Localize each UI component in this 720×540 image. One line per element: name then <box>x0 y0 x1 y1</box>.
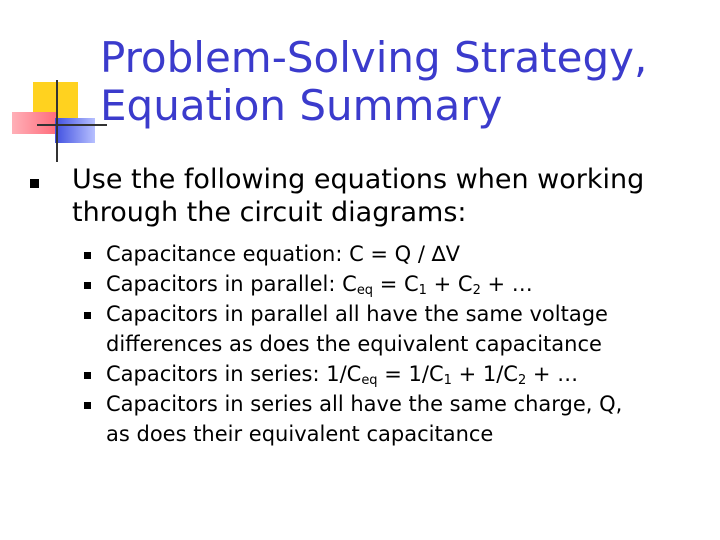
main-bullet <box>30 163 700 229</box>
title-line-1: Problem-Solving Strategy, <box>100 33 648 82</box>
list-item-line-2: as does their equivalent capacitance <box>106 422 494 446</box>
list-item-text <box>106 362 578 386</box>
text-segment: + C <box>426 272 473 296</box>
list-item-line-2: differences as does the equivalent capacitance <box>106 332 602 356</box>
sub-bullet-list <box>30 239 700 449</box>
square-bullet-icon <box>84 372 91 379</box>
logo-vertical-line <box>56 80 58 162</box>
list-item <box>72 389 700 449</box>
main-bullet-line-2: through the circuit diagrams: <box>72 197 467 228</box>
text-segment: + … <box>526 362 579 386</box>
list-item-text: Capacitance equation: C = Q / ∆V <box>106 242 461 266</box>
square-bullet-icon <box>30 179 39 188</box>
list-item <box>72 269 700 299</box>
logo-red-bar <box>12 112 57 134</box>
text-segment: Capacitors in parallel: C <box>106 272 357 296</box>
slide-title <box>100 34 710 130</box>
subscript: 2 <box>517 373 527 388</box>
slide-body <box>30 163 700 449</box>
text-segment: + … <box>480 272 533 296</box>
square-bullet-icon <box>84 282 91 289</box>
subscript: eq <box>361 373 378 388</box>
subscript: 2 <box>472 283 481 298</box>
text-segment: + 1/C <box>451 362 518 386</box>
main-bullet-line-1: Use the following equations when working <box>72 164 645 195</box>
square-bullet-icon <box>84 312 91 319</box>
list-item-line-1: Capacitors in series all have the same charge, Q, <box>106 392 623 416</box>
logo-horizontal-line <box>37 124 107 126</box>
subscript: 1 <box>418 283 427 298</box>
text-segment: = C <box>373 272 419 296</box>
list-item-line-1: Capacitors in parallel all have the same voltage <box>106 302 608 326</box>
square-bullet-icon <box>84 402 91 409</box>
square-bullet-icon <box>84 252 91 259</box>
list-item <box>72 359 700 389</box>
title-line-2: Equation Summary <box>100 81 503 130</box>
text-segment: Capacitors in series: 1/C <box>106 362 362 386</box>
subscript: 1 <box>443 373 452 388</box>
list-item-text <box>106 272 533 296</box>
list-item <box>72 299 700 359</box>
subscript: eq <box>356 283 374 298</box>
logo-blue-bar <box>55 118 95 143</box>
text-segment: = 1/C <box>377 362 444 386</box>
list-item <box>72 239 700 269</box>
